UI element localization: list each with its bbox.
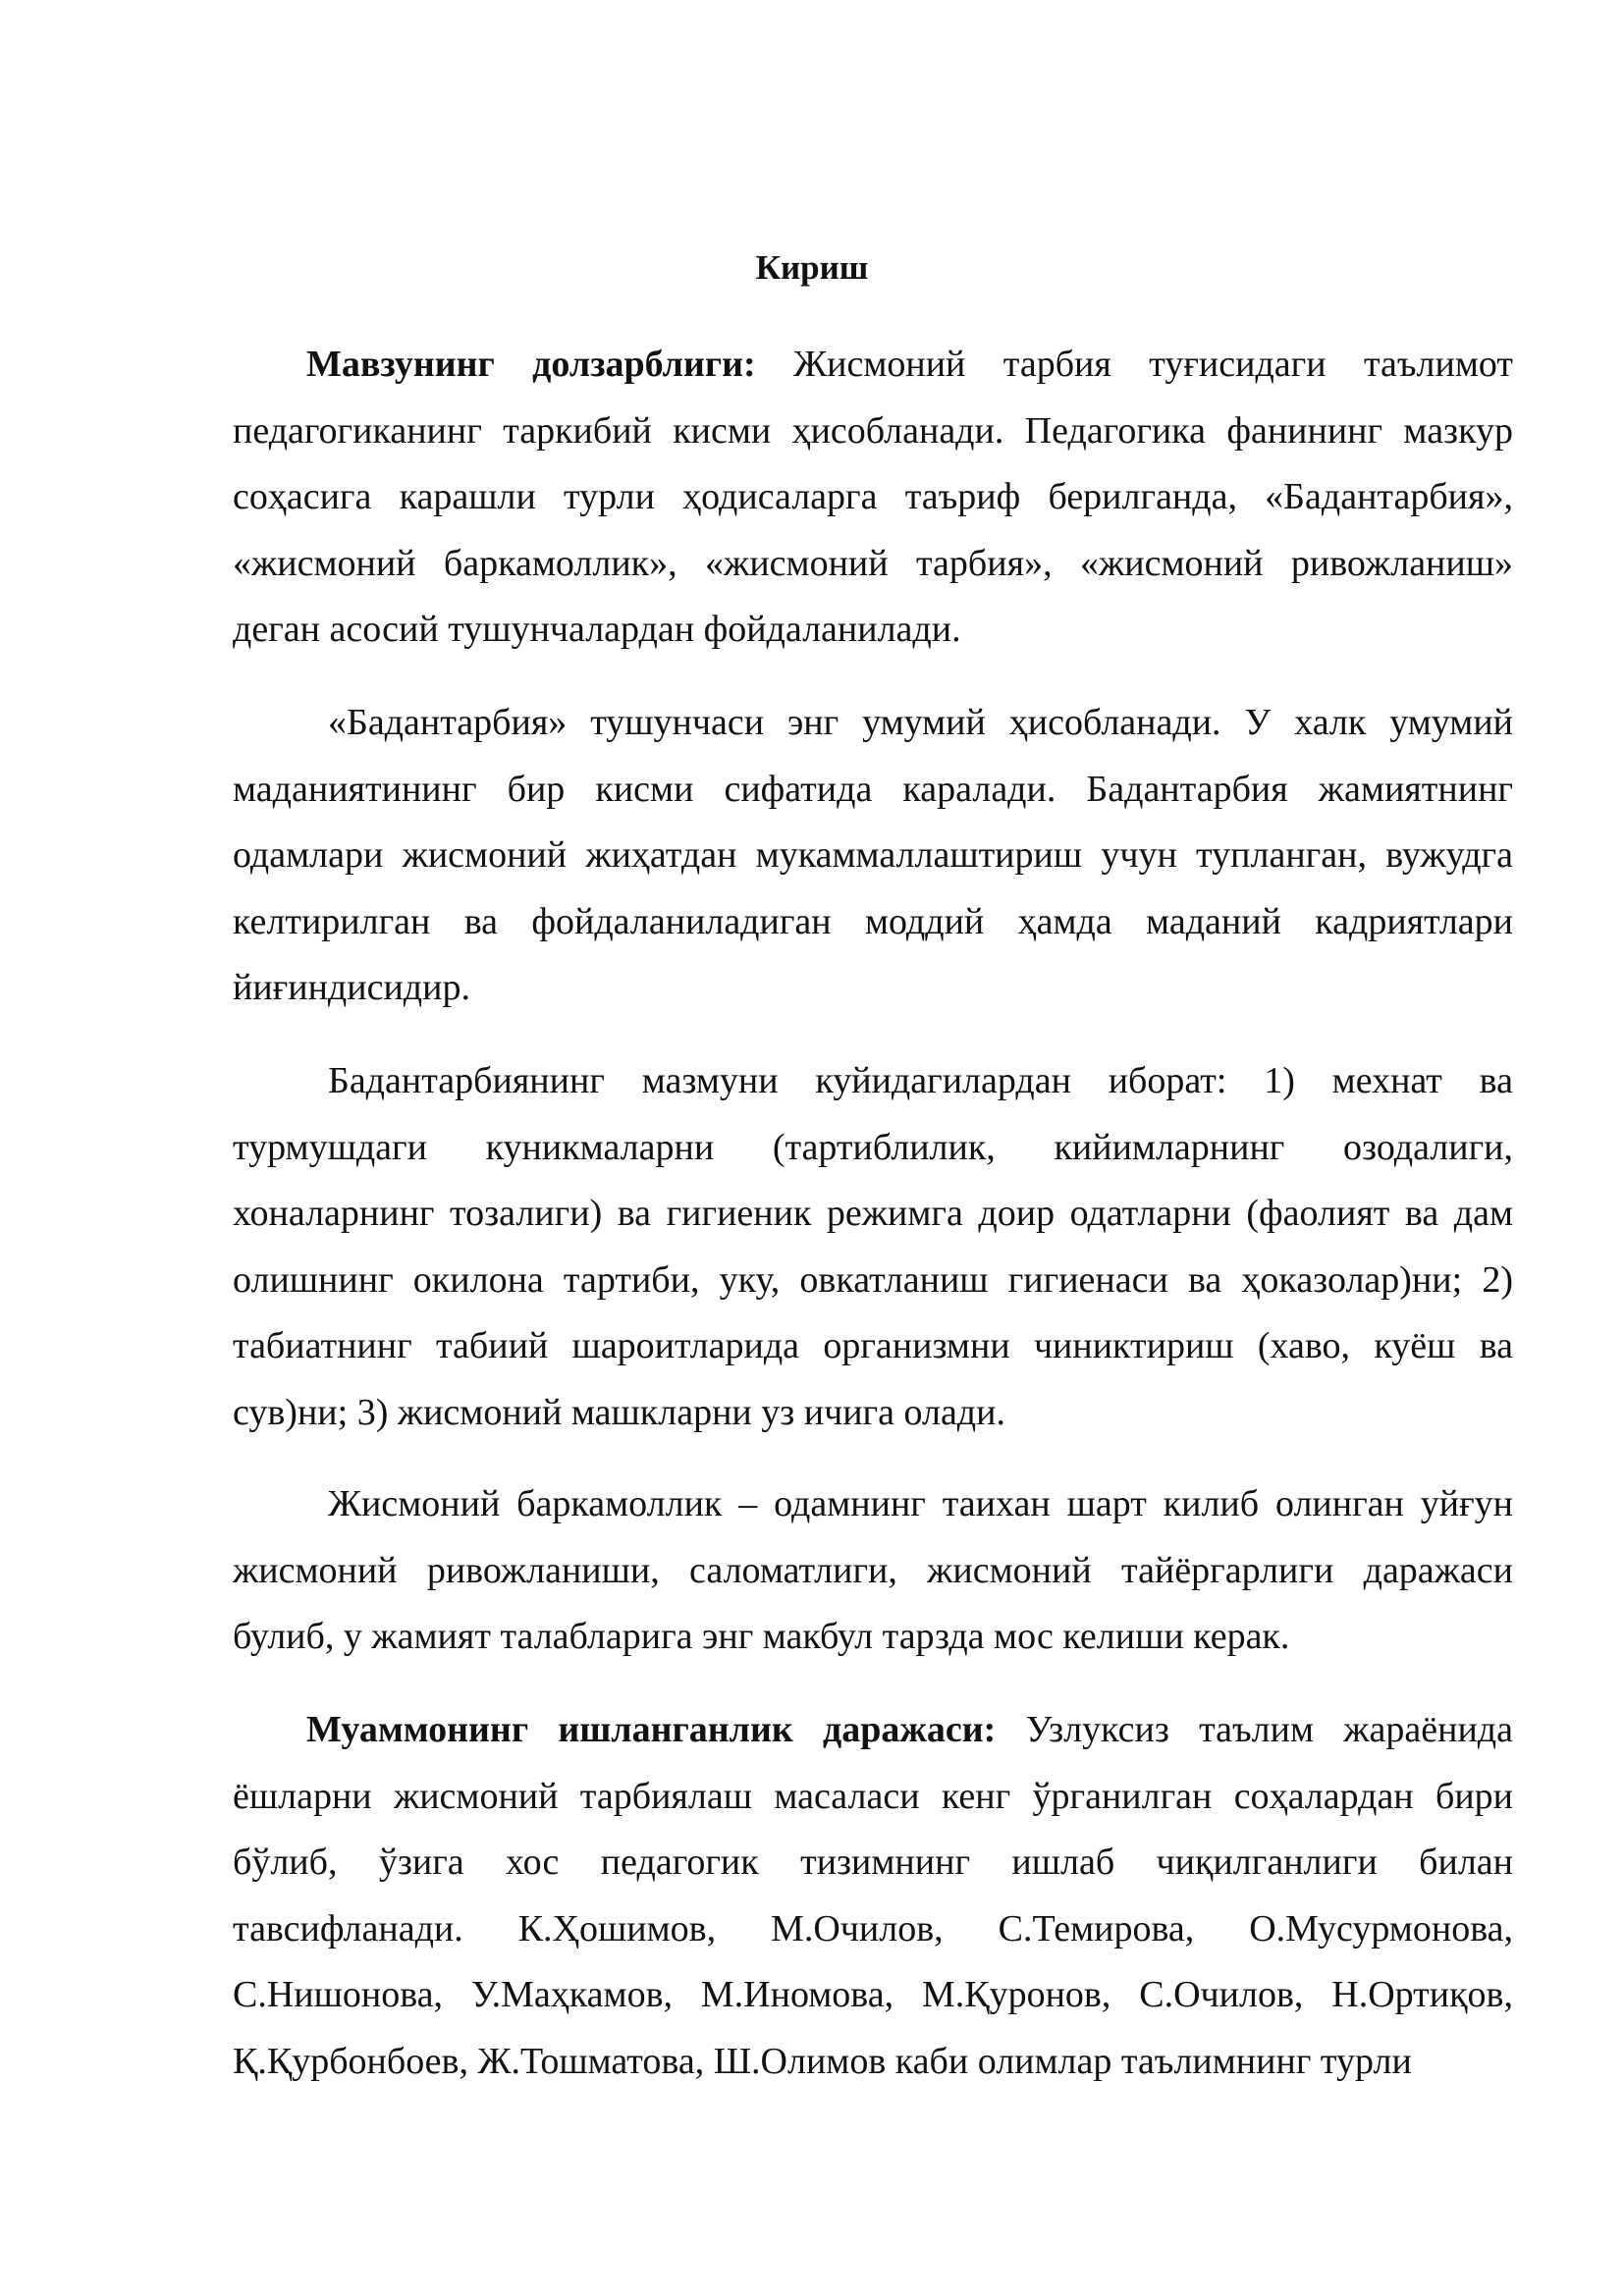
paragraph-content: Бадантарбиянинг мазмуни куйидагилардан иборат: 1) мехнат ва турмушдаги куникмаларни (тартиблилик, кийимларнинг озодалиги, хоналарнинг тозалиги) ва гигиеник режимга доир одатларни (фаолият ва дам олишнинг окилона тартиби, уку, овкатланиш гигиенаси ва ҳоказолар)ни; 2) табиатнинг табиий шароитларида организмни чиниктириш (хаво, куёш ва сув)ни; 3) жисмоний машкларни уз ичига олади. — [233, 1060, 1513, 1433]
paragraph-research-level — [233, 1697, 1513, 2095]
paragraph-text-relevance: Жисмоний тарбия туғисидаги таълимот педагогиканинг таркибий кисми ҳисобланади. Педагогика фанининг мазкур соҳасига карашли турли ҳодисаларга таъриф берилганда, «Бадантарбия», «жисмоний баркамоллик», «жисмоний тарбия», «жисмоний ривожланиш» деган асосий тушунчалардан фойдаланилади. — [233, 344, 1513, 650]
paragraph-badantarbiya: «Бадантарбия» тушунчаси энг умумий ҳисобланади. У халк умумий маданиятининг бир кисми сифатида каралади. Бадантарбия жамиятнинг одамлари жисмоний жиҳатдан мукаммаллаштириш учун тупланган, вужудга келтирилган ва фойдаланиладиган моддий ҳамда маданий кадриятлари йиғиндисидир. — [233, 702, 1513, 1008]
paragraph-lead-research-level: Муаммонинг ишланганлик даражаси: — [306, 1709, 997, 1750]
paragraph-lead-relevance: Мавзунинг долзарблиги: — [306, 344, 756, 385]
paragraph-text-research-level: Узлуксиз таълим жараёнида ёшларни жисмоний тарбиялаш масаласи кенг ўрганилган соҳалардан бири бўлиб, ўзига хос педагогик тизимнинг ишлаб чиқилганлиги билан тавсифланади. К.Ҳошимов, М.Очилов, С.Темирова, О.Мусурмонова, С.Нишонова, У.Маҳкамов, М.Иномова, М.Қуронов, С.Очилов, Н.Ортиқов, Қ.Қурбонбоев, Ж.Тошматова, Ш.Олимов каби олимлар таълимнинг турли — [233, 1709, 1513, 2082]
page-title: Кириш — [755, 248, 869, 287]
paragraph-relevance — [233, 332, 1513, 664]
paragraph-harmony: Жисмоний баркамоллик – одамнинг таихан шарт килиб олинган уйғун жисмоний ривожланиши, саломатлиги, жисмоний тайёргарлиги даражаси булиб, у жамият талабларига энг макбул тарзда мос келиши керак. — [233, 1483, 1513, 1657]
